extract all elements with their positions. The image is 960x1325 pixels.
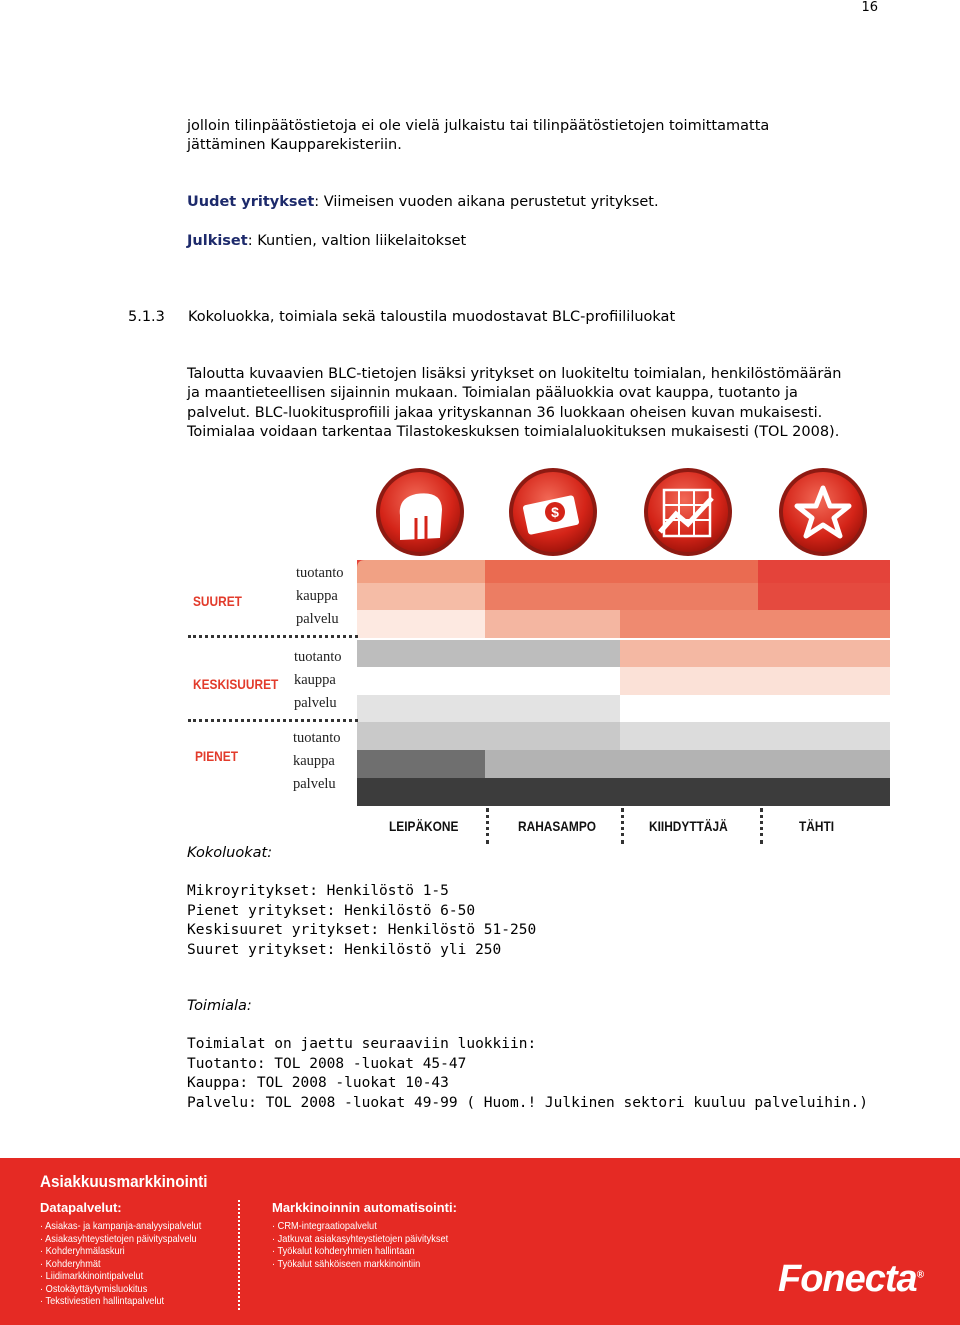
star-icon: [779, 468, 867, 556]
grid-small-companies: [357, 722, 890, 806]
size-label-small: PIENET: [195, 748, 238, 764]
section-heading: [128, 309, 675, 325]
definition-text: : Viimeisen vuoden aikana perustetut yritykset.: [314, 194, 659, 210]
row-label-production: tuotanto: [296, 565, 344, 581]
page-number: 16: [861, 0, 878, 15]
footer-col2-heading: Markkinoinnin automatisointi:: [272, 1200, 457, 1215]
definition-public: [187, 232, 877, 251]
row-label-production: tuotanto: [293, 730, 341, 746]
footer-item: · Asiakasyhteystietojen päivityspalvelu: [40, 1232, 197, 1245]
footer-col1-heading: Datapalvelut:: [40, 1200, 122, 1215]
row-label-services: palvelu: [294, 695, 337, 711]
description-line: Taloutta kuvaavien BLC-tietojen lisäksi yritykset on luokiteltu toimialan, henkilöstömäärän: [187, 366, 842, 382]
kokoluokat-list: [187, 882, 536, 960]
blc-profile-diagram: [180, 460, 900, 850]
list-item: Mikroyritykset: Henkilöstö 1-5: [187, 883, 449, 899]
footer-item: · Ostokäyttäytymisluokitus: [40, 1282, 148, 1295]
list-item: Palvelu: TOL 2008 -luokat 49-99 ( Huom.! Julkinen sektori kuuluu palveluihin.): [187, 1094, 868, 1111]
separator-dots: [486, 808, 489, 844]
category-label-kiihdyttaja: KIIHDYTTÄJÄ: [649, 818, 728, 834]
separator-dots: [188, 719, 358, 722]
row-label-trade: kauppa: [296, 588, 338, 604]
category-label-leipakone: LEIPÄKONE: [389, 818, 459, 834]
list-item: Tuotanto: TOL 2008 -luokat 45-47: [187, 1055, 467, 1072]
description-line: ja maantieteellisen sijainnin mukaan. Toimialan pääluokkia ovat kauppa, tuotanto ja: [187, 385, 798, 402]
row-label-trade: kauppa: [293, 753, 335, 769]
footer-item: · Asiakas- ja kampanja-analyysipalvelut: [40, 1220, 202, 1232]
footer-item: · Työkalut kohderyhmien hallintaan: [272, 1245, 415, 1257]
toimiala-heading: Toimiala:: [187, 998, 252, 1014]
logo-text: Fonecta: [778, 1258, 917, 1300]
definition-label: Julkiset: [187, 233, 248, 249]
section-description: [187, 365, 877, 442]
intro-paragraph: [187, 117, 877, 155]
footer-item: · Kohderyhmät: [40, 1257, 101, 1270]
section-title: Kokoluokka, toimiala sekä taloustila muodostavat BLC-profiililuokat: [188, 309, 676, 325]
row-label-trade: kauppa: [294, 672, 336, 688]
separator-dots: [760, 808, 763, 844]
kokoluokat-heading: Kokoluokat:: [187, 845, 273, 861]
footer-item: · Jatkuvat asiakasyhteystietojen päivitykset: [272, 1232, 449, 1245]
footer-item: · Työkalut sähköiseen markkinointiin: [272, 1257, 421, 1270]
footer-item: · Liidimarkkinointipalvelut: [40, 1270, 144, 1282]
footer-divider: [238, 1200, 240, 1310]
footer-title: Asiakkuusmarkkinointi: [40, 1172, 208, 1191]
definition-new-companies: [187, 193, 877, 212]
row-label-services: palvelu: [293, 776, 336, 792]
intro-line: jättäminen Kaupparekisteriin.: [187, 137, 402, 153]
footer-item: · Tekstiviestien hallintapalvelut: [40, 1295, 165, 1307]
section-number: 5.1.3: [128, 309, 165, 325]
footer-item: · Kohderyhmälaskuri: [40, 1245, 125, 1257]
blc-grid-graphic: [180, 460, 900, 850]
category-label-tahti: TÄHTI: [799, 818, 835, 834]
footer-item: · CRM-integraatiopalvelut: [272, 1220, 377, 1232]
list-item: Suuret yritykset: Henkilöstö yli 250: [187, 941, 502, 958]
grid-medium-companies: [357, 640, 890, 722]
row-label-production: tuotanto: [294, 649, 342, 665]
list-item: Pienet yritykset: Henkilöstö 6-50: [187, 902, 476, 919]
footer-col1-list: [40, 1220, 223, 1308]
description-line: palvelut. BLC-luokitusprofiili jakaa yrityskannan 36 luokkaan oheisen kuvan mukaisesti.: [187, 404, 823, 421]
size-label-medium: KESKISUURET: [193, 676, 279, 692]
grid-large-companies: [357, 560, 890, 638]
bread-icon: [376, 468, 464, 556]
description-line: Toimialaa voidaan tarkentaa Tilastokeskuksen toimialaluokituksen mukaisesti (TOL 2008).: [187, 423, 840, 440]
svg-text:$: $: [551, 504, 559, 520]
category-label-rahasampo: RAHASAMPO: [518, 818, 597, 834]
toimiala-list: [187, 1035, 868, 1113]
money-icon: [509, 468, 597, 556]
definition-label: Uudet yritykset: [187, 194, 315, 210]
definition-text: : Kuntien, valtion liikelaitokset: [247, 233, 467, 249]
intro-line: jolloin tilinpäätöstietoja ei ole vielä julkaistu tai tilinpäätöstietojen toimittamatta: [187, 118, 770, 134]
separator-dots: [621, 808, 624, 844]
footer-col2-list: [272, 1220, 472, 1270]
separator-dots: [188, 635, 358, 638]
growth-chart-icon: [644, 468, 732, 556]
list-item: Kauppa: TOL 2008 -luokat 10-43: [187, 1075, 449, 1091]
size-label-large: SUURET: [193, 593, 242, 609]
fonecta-logo: Fonecta®: [778, 1258, 924, 1300]
list-item: Keskisuuret yritykset: Henkilöstö 51-250: [187, 922, 537, 938]
row-label-services: palvelu: [296, 611, 339, 627]
list-item: Toimialat on jaettu seuraaviin luokkiin:: [187, 1036, 537, 1052]
